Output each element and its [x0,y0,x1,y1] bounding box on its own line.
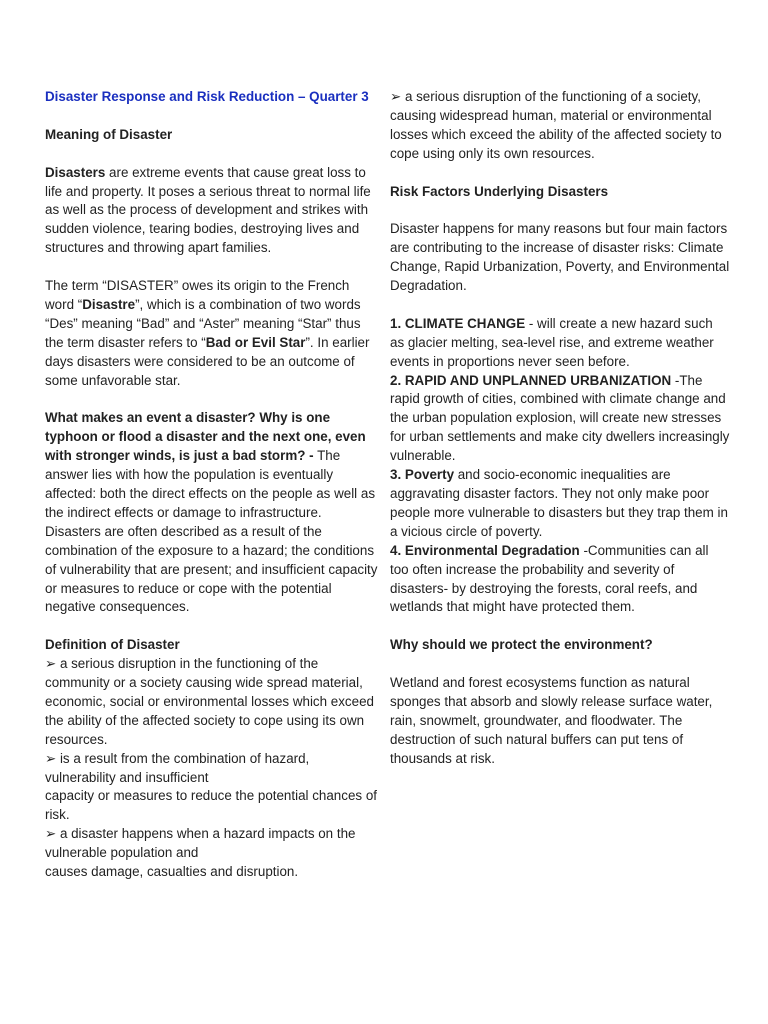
spacer [390,617,730,636]
protect-heading: Why should we protect the environment? [390,637,653,653]
disasters-term: Disasters [45,164,106,180]
right-column [390,88,730,769]
risk-heading: Risk Factors Underlying Disasters [390,183,609,199]
question-answer: The answer lies with how the population is eventually affected: both the direct effects on the people as well as the indirect effects or damage to infrastructure. Disasters are often described as a result of the combination of the exposure to a hazard; the conditions of vulnerability that are present; and insufficient capacity or measures to reduce or cope with the potential negative consequences. [45,448,378,615]
question-bold: What makes an event a disaster? Why is one typhoon or flood a disaster and the next one, even with stronger winds, is just a bad storm? - [45,410,366,464]
definition-item-2a: ➢ is a result from the combination of hazard, vulnerability and insufficient [45,750,310,785]
factor-4-text: -Communities can all too often increase the probability and severity of disasters- by destroying the forests, coral reefs, and wetlands that might have protected them. [390,542,709,615]
spacer [45,258,380,277]
risk-intro: Disaster happens for many reasons but four main factors are contributing to the increase of disaster risks: Climate Change, Rapid Urbanization, Poverty, and Environmental Degradation. [390,221,730,294]
meaning-heading: Meaning of Disaster [45,126,173,142]
spacer [390,655,730,674]
origin-text-2: ”, which is a combination of two words “Des” meaning “Bad” and “Aster” meaning “Star” thus the term disaster refers to “ [45,296,361,350]
document-title: Disaster Response and Risk Reduction – Quarter 3 [45,89,369,104]
factor-4-term: 4. Environmental Degradation [390,542,580,558]
origin-paragraph [45,277,380,390]
factor-climate-change [390,315,730,372]
factor-1-text: - will create a new hazard such as glacier melting, sea-level rise, and extreme weather events in proportions never seen before. [390,315,714,369]
factor-environmental-degradation [390,542,730,618]
definition-item-3a: ➢ a disaster happens when a hazard impacts on the vulnerable population and [45,826,356,861]
left-column [45,88,380,882]
origin-text-3: ”. In earlier days disasters were considered to be an outcome of some unfavorable star. [45,334,370,388]
origin-disastre: Disastre [82,296,136,312]
disasters-text: are extreme events that cause great loss to life and property. It poses a serious threat to normal life as well as the process of development and strikes with sudden violence, tearing bodies, destroying lives and structures and throwing apart families. [45,164,371,256]
spacer [390,296,730,315]
spacer [390,201,730,220]
definition-item-4: ➢ a serious disruption of the functioning of a society, causing widespread human, material or environmental losses which exceed the ability of the affected society to cope using only its own resources. [390,89,722,161]
spacer [390,164,730,183]
factor-urbanization [390,372,730,467]
factor-2-text: -The rapid growth of cities, combined with climate change and the urban population explosion, will create new stresses for urban settlements and make city dwellers increasingly vulnerable. [390,372,730,464]
factor-poverty [390,466,730,542]
origin-text-1: The term “DISASTER” owes its origin to the French word “ [45,278,350,312]
definition-item-3b: causes damage, casualties and disruption. [45,864,299,880]
factor-3-term: 3. Poverty [390,467,455,483]
spacer [45,107,380,126]
factor-3-text: and socio-economic inequalities are aggravating disaster factors. They not only make poor people more vulnerable to disasters but they trap them in a vicious circle of poverty. [390,467,728,539]
factor-2-term: 2. RAPID AND UNPLANNED URBANIZATION [390,372,672,388]
definition-item-1: ➢ a serious disruption in the functioning of the community or a society causing wide spread material, economic, social or environmental losses which exceed the ability of the affected society to cope using its own resources. [45,656,374,747]
definition-heading: Definition of Disaster [45,637,180,653]
protect-paragraph: Wetland and forest ecosystems function as natural sponges that absorb and slowly release surface water, rain, snowmelt, groundwater, and floodwater. The destruction of such natural buffers can put tens of thousands at risk. [390,675,713,766]
question-paragraph [45,409,380,617]
spacer [45,617,380,636]
disasters-paragraph [45,164,380,259]
definition-item-2b: capacity or measures to reduce the potential chances of risk. [45,788,377,823]
factor-1-term: 1. CLIMATE CHANGE [390,315,526,331]
spacer [45,390,380,409]
spacer [45,145,380,164]
origin-bad-star: Bad or Evil Star [205,334,306,350]
